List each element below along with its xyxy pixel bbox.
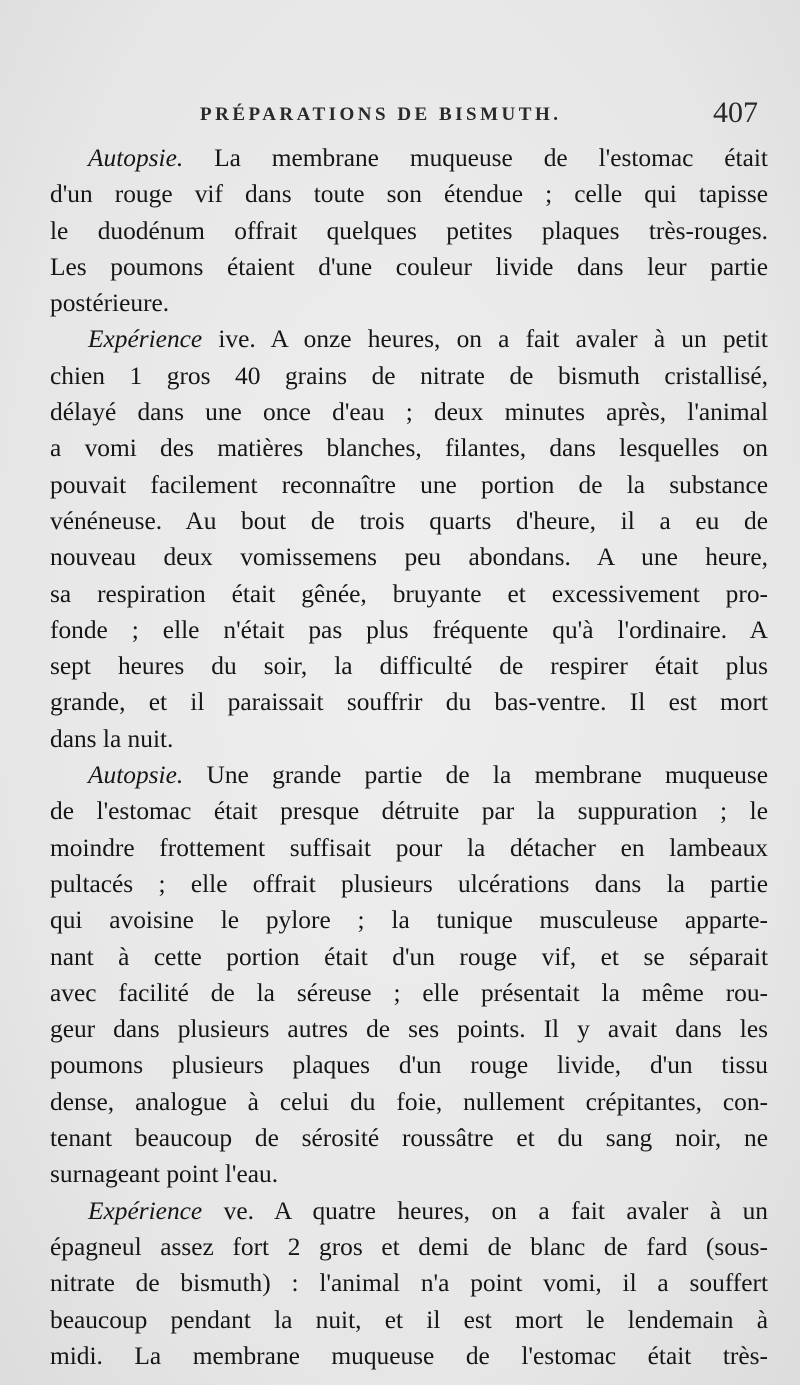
line-text: dans la nuit. xyxy=(50,724,174,753)
line-text: nitrate de bismuth) : l'animal n'a point vomi, il a souffert xyxy=(50,1269,768,1298)
text-line xyxy=(50,285,768,321)
line-text: a vomi des matières blanches, filantes, dans lesquelles on xyxy=(50,434,768,463)
text-line xyxy=(50,648,768,684)
line-text: qui avoisine le pylore ; la tunique musculeuse apparte- xyxy=(50,906,768,935)
text-line xyxy=(50,1229,768,1265)
line-text: avec facilité de la séreuse ; elle présentait la même rou- xyxy=(50,978,768,1007)
line-text: délayé dans une once d'eau ; deux minutes après, l'animal xyxy=(50,398,768,427)
text-line xyxy=(50,213,768,249)
line-text: épagneul assez fort 2 gros et demi de blanc de fard (sous- xyxy=(50,1232,768,1261)
paragraph-lead: Expérience xyxy=(88,325,203,354)
line-text: vénéneuse. Au bout de trois quarts d'heure, il a eu de xyxy=(50,506,768,535)
text-line xyxy=(50,975,768,1011)
text-line xyxy=(50,539,768,575)
line-text: sept heures du soir, la difficulté de respirer était plus xyxy=(50,652,768,681)
text-line xyxy=(50,866,768,902)
text-line xyxy=(50,1047,768,1083)
text-line xyxy=(50,1265,768,1301)
text-line xyxy=(50,1302,768,1338)
line-text: Les poumons étaient d'une couleur livide dans leur partie xyxy=(50,252,768,281)
text-line xyxy=(50,902,768,938)
text-line xyxy=(50,576,768,612)
line-text: moindre frottement suffisait pour la détacher en lambeaux xyxy=(50,833,768,862)
line-text: geur dans plusieurs autres de ses points. Il y avait dans les xyxy=(50,1015,768,1044)
line-text: grande, et il paraissait souffrir du bas-ventre. Il est mort xyxy=(50,688,768,717)
text-line xyxy=(50,140,768,176)
text-line xyxy=(50,394,768,430)
page-number: 407 xyxy=(713,96,758,129)
text-line xyxy=(50,684,768,720)
line-text: postérieure. xyxy=(50,289,170,318)
line-text: pouvait facilement reconnaître une portion de la substance xyxy=(50,470,768,499)
text-line xyxy=(50,1084,768,1120)
line-text: ve. A quatre heures, on a fait avaler à un xyxy=(202,1196,768,1225)
text-line xyxy=(50,793,768,829)
line-text: La membrane muqueuse de l'estomac était xyxy=(183,144,768,172)
text-line xyxy=(50,176,768,212)
text-line xyxy=(50,1338,768,1374)
line-text: beaucoup pendant la nuit, et il est mort le lendemain à xyxy=(50,1305,768,1334)
text-line xyxy=(50,1120,768,1156)
text-line xyxy=(50,1193,768,1229)
line-text: de l'estomac était presque détruite par la suppuration ; le xyxy=(50,797,768,826)
line-text: nant à cette portion était d'un rouge vif, et se séparait xyxy=(50,942,768,971)
line-text: chien 1 gros 40 grains de nitrate de bismuth cristallisé, xyxy=(50,361,768,390)
line-text: dense, analogue à celui du foie, nullement crépitantes, con- xyxy=(50,1087,768,1116)
line-text: fonde ; elle n'était pas plus fréquente qu'à l'ordinaire. A xyxy=(50,615,768,644)
line-text: pultacés ; elle offrait plusieurs ulcérations dans la partie xyxy=(50,869,768,898)
text-line xyxy=(50,503,768,539)
line-text: surnageant point l'eau. xyxy=(50,1160,279,1189)
line-text: sa respiration était gênée, bruyante et excessivement pro- xyxy=(50,579,768,608)
text-line xyxy=(50,430,768,466)
running-head: PRÉPARATIONS DE BISMUTH. xyxy=(200,104,562,125)
line-text: ive. A onze heures, on a fait avaler à un petit xyxy=(202,325,768,354)
text-line xyxy=(50,358,768,394)
text-line xyxy=(50,1011,768,1047)
line-text: poumons plusieurs plaques d'un rouge livide, d'un tissu xyxy=(50,1051,768,1080)
text-line xyxy=(50,321,768,357)
body-text xyxy=(50,140,768,1374)
line-text: d'un rouge vif dans toute son étendue ; celle qui tapisse xyxy=(50,180,768,209)
text-line xyxy=(50,467,768,503)
text-line xyxy=(50,721,768,757)
paragraph-lead: Expérience xyxy=(88,1196,203,1225)
text-line xyxy=(50,249,768,285)
text-line xyxy=(50,612,768,648)
page-header xyxy=(60,96,760,136)
line-text: le duodénum offrait quelques petites plaques très-rouges. xyxy=(50,216,768,245)
line-text: midi. La membrane muqueuse de l'estomac était très- xyxy=(50,1341,768,1370)
paragraph-lead: Autopsie. xyxy=(88,144,184,172)
line-text: nouveau deux vomissemens peu abondans. A une heure, xyxy=(50,543,768,572)
line-text: Une grande partie de la membrane muqueuse xyxy=(183,761,768,790)
text-line xyxy=(50,1156,768,1192)
line-text: tenant beaucoup de sérosité roussâtre et du sang noir, ne xyxy=(50,1124,768,1153)
text-line xyxy=(50,757,768,793)
text-line xyxy=(50,939,768,975)
paragraph-lead: Autopsie. xyxy=(88,761,184,790)
text-line xyxy=(50,830,768,866)
